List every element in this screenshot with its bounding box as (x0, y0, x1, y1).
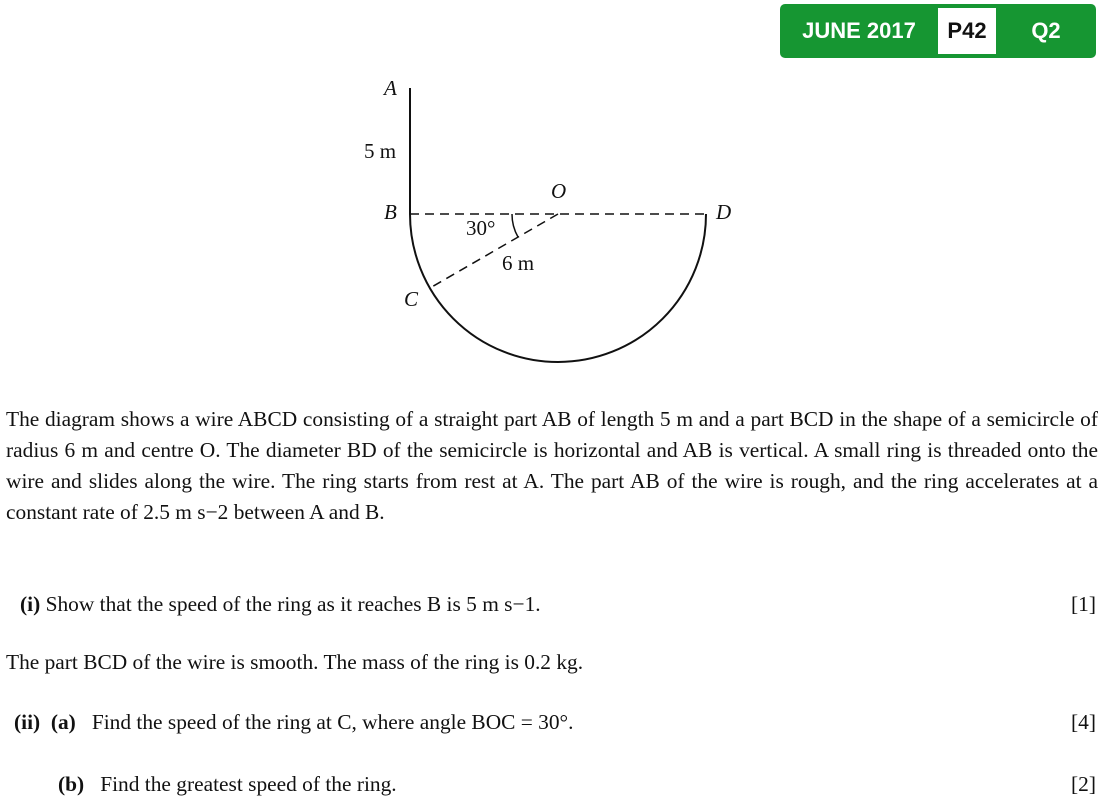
part-i (20, 590, 541, 618)
part-i-number: (i) (20, 592, 41, 616)
part-ii-b-label: (b) (58, 772, 85, 796)
label-ab-length: 5 m (364, 139, 397, 163)
part-ii-a-marks: [4] (1071, 710, 1096, 734)
part-ii-b-text: Find the greatest speed of the ring. (100, 772, 397, 796)
angle-arc (512, 214, 518, 237)
label-b: B (384, 200, 397, 224)
part-i-marks: [1] (1071, 592, 1096, 616)
part-i-text: Show that the speed of the ring as it reaches B is 5 m s−1. (45, 592, 541, 616)
smooth-statement: The part BCD of the wire is smooth. The mass of the ring is 0.2 kg. (6, 650, 584, 674)
question-number: Q2 (1031, 18, 1061, 43)
part-ii-a-label: (a) (50, 710, 76, 734)
label-d: D (716, 200, 732, 224)
exam-session: JUNE 2017 (802, 18, 916, 43)
part-ii-a-text: Find the speed of the ring at C, where angle BOC = 30°. (91, 710, 574, 734)
wire-diagram (0, 0, 1100, 400)
wire-bcd-semicircle (410, 214, 706, 362)
label-o: O (551, 179, 567, 203)
part-ii-number: (ii) (14, 710, 41, 734)
label-a: A (384, 76, 397, 100)
part-ii-b (58, 770, 397, 798)
question-intro: The diagram shows a wire ABCD consisting of a straight part AB of length 5 m and a part BCD in the shape of a semicircle of radius 6 m and centre O. The diameter BD of the semicircle is horizontal and AB is vertical. A small ring is threaded onto the wire and slides along the wire. The ring starts from rest at A. The part AB of the wire is rough, and the ring accelerates at a constant rate of 2.5 m s−2 between A and B. (6, 407, 1098, 524)
part-ii-a (14, 708, 573, 736)
label-c: C (404, 287, 419, 311)
paper-number: P42 (938, 8, 996, 54)
label-angle: 30° (466, 216, 496, 240)
part-ii-b-marks: [2] (1071, 772, 1096, 796)
label-radius: 6 m (502, 251, 535, 275)
